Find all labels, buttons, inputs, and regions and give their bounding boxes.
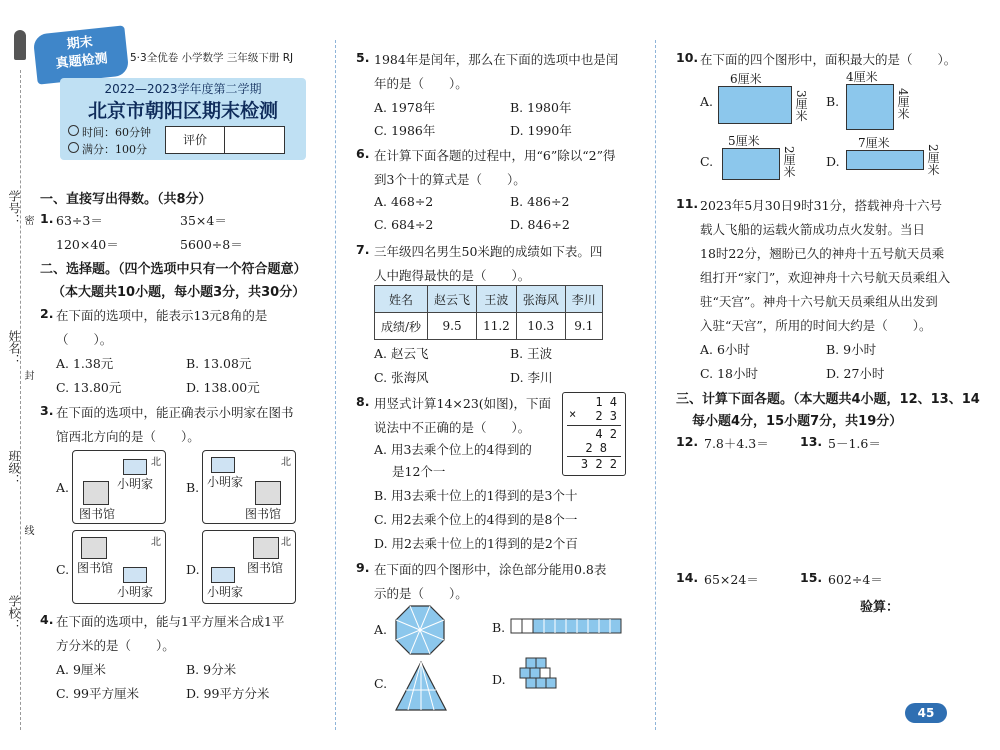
calc-multiplicand: 1 4	[595, 395, 617, 409]
binding-cut-line	[20, 70, 21, 730]
q9-blocks-figure[interactable]	[518, 656, 558, 696]
q8-number: 8.	[356, 394, 370, 409]
calc-partial-2: 2 8	[585, 441, 607, 455]
map-home-label: 小明家	[117, 477, 154, 491]
q8-option-c[interactable]: C. 用2去乘个位上的4得到的是8个一	[374, 512, 578, 527]
q2-number: 2.	[40, 306, 54, 321]
north-mark: 北	[151, 457, 161, 468]
q2-text-2: （ ）。	[56, 332, 113, 347]
q8-text-2: 说法中不正确的是（ ）。	[374, 420, 531, 435]
q11-line-5: 驻“天宫”。神舟十六号航天员乘组从出发到	[700, 294, 938, 309]
time-info: 时间：60分钟	[68, 124, 151, 140]
q10-b-height: 4厘米	[896, 88, 910, 120]
side-label-class: 班级：	[7, 450, 21, 486]
q3-option-b-label[interactable]: B.	[186, 480, 200, 495]
q6-option-b[interactable]: B. 486÷2	[510, 194, 570, 209]
section-3-subheading: 每小题4分，15小题7分，共19分）	[692, 414, 903, 429]
q7-option-c[interactable]: C. 张海风	[374, 370, 429, 385]
q10-rect-b[interactable]	[846, 84, 894, 130]
q12-number: 12.	[676, 434, 699, 449]
table-cell: 10.3	[516, 313, 565, 340]
q7-score-table	[374, 285, 603, 340]
q3-option-c-label[interactable]: C.	[56, 562, 70, 577]
table-cell: 9.5	[428, 313, 477, 340]
q10-option-d[interactable]: D.	[826, 154, 840, 169]
q8-option-a-2: 是12个一	[392, 464, 446, 479]
q9-octagon-figure[interactable]	[394, 604, 446, 656]
q9-option-b[interactable]: B.	[492, 620, 506, 635]
q8-vertical-calc	[562, 392, 626, 476]
times-sign: ×	[569, 407, 577, 421]
q4-option-b[interactable]: B. 9分米	[186, 662, 237, 677]
q6-text-2: 到3个十的算式是（ ）。	[374, 172, 526, 187]
q9-text-1: 在下面的四个图形中，涂色部分能用0.8表	[374, 562, 607, 577]
table-row	[375, 313, 603, 340]
q10-c-width: 5厘米	[728, 134, 760, 148]
house-icon	[123, 459, 147, 475]
q10-d-width: 7厘米	[858, 136, 890, 150]
q3-text-1: 在下面的选项中，能正确表示小明家在图书	[56, 405, 294, 420]
score-info: 满分：100分	[68, 141, 147, 157]
section-3-heading: 三、计算下面各题。（本大题共4小题，12、13、14	[676, 392, 980, 407]
north-mark: 北	[151, 537, 161, 548]
q3-option-c-map[interactable]	[72, 530, 166, 604]
section-2-subheading: （本大题共10小题，每小题3分，共30分）	[52, 285, 306, 300]
q8-text-1: 用竖式计算14×23(如图)，下面	[374, 396, 552, 411]
q10-b-width: 4厘米	[846, 70, 878, 84]
q10-number: 10.	[676, 50, 699, 65]
calc-product: 3 2 2	[580, 457, 617, 471]
q6-number: 6.	[356, 146, 370, 161]
calc-rule	[567, 425, 621, 426]
clock-icon	[68, 125, 79, 136]
q3-option-a-label[interactable]: A.	[56, 480, 70, 495]
q10-d-height: 2厘米	[926, 144, 940, 176]
q12-expression: 7.8＋4.3＝	[704, 436, 769, 451]
q3-option-d-label[interactable]: D.	[186, 562, 200, 577]
q4-text-1: 在下面的选项中，能与1平方厘米合成1平	[56, 614, 285, 629]
q4-option-d[interactable]: D. 99平方分米	[186, 686, 270, 701]
map-library-label: 图书馆	[245, 507, 282, 521]
q1-item-2: 35×4＝	[180, 213, 227, 228]
rocket-icon	[14, 30, 26, 60]
section-1-heading: 一、直接写出得数。（共8分）	[40, 192, 212, 207]
series-label: 5·3全优卷 小学数学 三年级下册 RJ	[130, 52, 294, 64]
table-header-cell: 王波	[477, 286, 517, 313]
table-row	[375, 286, 603, 313]
q10-rect-c[interactable]	[722, 148, 780, 180]
q3-option-a-map[interactable]	[72, 450, 166, 524]
q7-option-a[interactable]: A. 赵云飞	[374, 346, 429, 361]
table-header-cell: 李川	[565, 286, 602, 313]
q10-rect-d[interactable]	[846, 150, 924, 170]
q5-option-c[interactable]: C. 1986年	[374, 123, 436, 138]
map-home-label: 小明家	[207, 475, 244, 489]
q11-option-a[interactable]: A. 6小时	[700, 342, 750, 357]
q3-option-d-map[interactable]	[202, 530, 296, 604]
q11-number: 11.	[676, 196, 699, 211]
school-year: 2022—2023学年度第二学期	[104, 82, 262, 96]
side-mark-feng: 封	[22, 370, 33, 380]
side-label-school: 学校：	[7, 595, 21, 631]
q7-option-b[interactable]: B. 王波	[510, 346, 553, 361]
q9-option-d[interactable]: D.	[492, 672, 506, 687]
side-label-id: 学号：	[7, 190, 21, 226]
house-icon	[211, 567, 235, 583]
q4-option-a[interactable]: A. 9厘米	[56, 662, 106, 677]
q6-option-c[interactable]: C. 684÷2	[374, 217, 434, 232]
table-header-cell: 张海风	[516, 286, 565, 313]
q5-text-1: 1984年是闰年，那么在下面的选项中也是闰	[374, 52, 619, 67]
library-icon	[83, 481, 109, 505]
q10-option-b[interactable]: B.	[826, 94, 840, 109]
map-library-label: 图书馆	[77, 561, 114, 575]
library-icon	[255, 481, 281, 505]
q7-text-1: 三年级四名男生50米跑的成绩如下表。四	[374, 244, 603, 259]
q5-option-a[interactable]: A. 1978年	[374, 100, 436, 115]
q2-option-b[interactable]: B. 13.08元	[186, 356, 252, 371]
q6-text-1: 在计算下面各题的过程中，用“6”除以“2”得	[374, 148, 616, 163]
q6-option-a[interactable]: A. 468÷2	[374, 194, 434, 209]
q10-option-a[interactable]: A.	[700, 94, 714, 109]
q15-number: 15.	[800, 570, 823, 585]
q10-a-height: 3厘米	[794, 90, 808, 122]
table-header-cell: 姓名	[375, 286, 428, 313]
q10-text: 在下面的四个图形中，面积最大的是（ ）。	[700, 52, 957, 67]
q7-number: 7.	[356, 242, 370, 257]
q10-c-height: 2厘米	[782, 146, 796, 178]
north-mark: 北	[281, 537, 291, 548]
q1-number: 1.	[40, 211, 54, 226]
map-library-label: 图书馆	[79, 507, 116, 521]
house-icon	[123, 567, 147, 583]
calc-multiplier: 2 3	[595, 409, 617, 423]
q1-item-4: 5600÷8＝	[180, 237, 243, 252]
q15-expression: 602÷4＝	[828, 572, 883, 587]
q11-option-c[interactable]: C. 18小时	[700, 366, 758, 381]
q9-option-a[interactable]: A.	[374, 622, 388, 637]
q5-number: 5.	[356, 50, 370, 65]
q14-number: 14.	[676, 570, 699, 585]
q6-option-d[interactable]: D. 846÷2	[510, 217, 570, 232]
q5-text-2: 年的是（ ）。	[374, 76, 468, 91]
map-library-label: 图书馆	[247, 561, 284, 575]
north-mark: 北	[281, 457, 291, 468]
check-icon	[68, 142, 79, 153]
q11-line-4: 组打开“家门”，欢迎神舟十六号航天员乘组入	[700, 270, 951, 285]
final-exam-badge: 期末 真题检测	[33, 25, 130, 84]
q9-option-c[interactable]: C.	[374, 676, 388, 691]
q1-item-1: 63÷3＝	[56, 213, 103, 228]
q9-text-2: 示的是（ ）。	[374, 586, 468, 601]
q2-option-d[interactable]: D. 138.00元	[186, 380, 260, 395]
q1-item-3: 120×40＝	[56, 237, 119, 252]
q10-option-c[interactable]: C.	[700, 154, 714, 169]
q8-option-a-1[interactable]: A. 用3去乘个位上的4得到的	[374, 442, 532, 457]
q3-option-b-map[interactable]	[202, 450, 296, 524]
q8-option-b[interactable]: B. 用3去乘十位上的1得到的是3个十	[374, 488, 578, 503]
calc-partial-1: 4 2	[595, 427, 617, 441]
map-home-label: 小明家	[207, 585, 244, 599]
evaluation-box[interactable]	[165, 126, 285, 154]
side-mark-xian: 线	[22, 525, 33, 535]
q10-a-width: 6厘米	[730, 72, 762, 86]
q9-strip-figure[interactable]	[510, 618, 622, 634]
q3-number: 3.	[40, 403, 54, 418]
table-cell: 11.2	[477, 313, 517, 340]
library-icon	[81, 537, 107, 559]
q13-number: 13.	[800, 434, 823, 449]
q7-option-d[interactable]: D. 李川	[510, 370, 553, 385]
q2-text-1: 在下面的选项中，能表示13元8角的是	[56, 308, 268, 323]
table-cell: 成绩/秒	[375, 313, 428, 340]
evaluation-label: 评价	[166, 127, 225, 153]
q8-option-d[interactable]: D. 用2去乘十位上的1得到的是2个百	[374, 536, 578, 551]
q11-option-d[interactable]: D. 27小时	[826, 366, 885, 381]
q7-text-2: 人中跑得最快的是（ ）。	[374, 268, 531, 283]
q11-line-6: 入驻“天宫”，所用的时间大约是（ ）。	[700, 318, 932, 333]
check-label: 验算：	[860, 600, 900, 615]
q2-option-a[interactable]: A. 1.38元	[56, 356, 114, 371]
q10-rect-a[interactable]	[718, 86, 792, 124]
q14-expression: 65×24＝	[704, 572, 759, 587]
page-number: 45	[905, 703, 947, 723]
library-icon	[253, 537, 279, 559]
q2-option-c[interactable]: C. 13.80元	[56, 380, 122, 395]
column-divider-2	[655, 40, 656, 730]
q4-text-2: 方分米的是（ ）。	[56, 638, 175, 653]
table-header-cell: 赵云飞	[428, 286, 477, 313]
q11-line-2: 载人飞船的运载火箭成功点火发射。当日	[700, 222, 926, 237]
section-2-heading: 二、选择题。（四个选项中只有一个符合题意）	[40, 262, 307, 277]
page-title: 北京市朝阳区期末检测	[87, 100, 278, 122]
house-icon	[211, 457, 235, 473]
q11-option-b[interactable]: B. 9小时	[826, 342, 877, 357]
side-label-name: 姓名：	[7, 330, 21, 366]
binding-margin	[0, 0, 34, 750]
q13-expression: 5－1.6＝	[828, 436, 881, 451]
q3-text-2: 馆西北方向的是（ ）。	[56, 429, 200, 444]
q9-triangle-figure[interactable]	[394, 660, 448, 712]
q5-option-b[interactable]: B. 1980年	[510, 100, 572, 115]
q4-option-c[interactable]: C. 99平方厘米	[56, 686, 139, 701]
q4-number: 4.	[40, 612, 54, 627]
side-mark-mi: 密	[22, 215, 33, 225]
q11-line-3: 18时22分，翘盼已久的神舟十五号航天员乘	[700, 246, 945, 261]
table-cell: 9.1	[565, 313, 602, 340]
column-divider-1	[335, 40, 336, 730]
q5-option-d[interactable]: D. 1990年	[510, 123, 572, 138]
q11-line-1: 2023年5月30日9时31分，搭载神舟十六号	[700, 198, 943, 213]
q9-number: 9.	[356, 560, 370, 575]
map-home-label: 小明家	[117, 585, 154, 599]
